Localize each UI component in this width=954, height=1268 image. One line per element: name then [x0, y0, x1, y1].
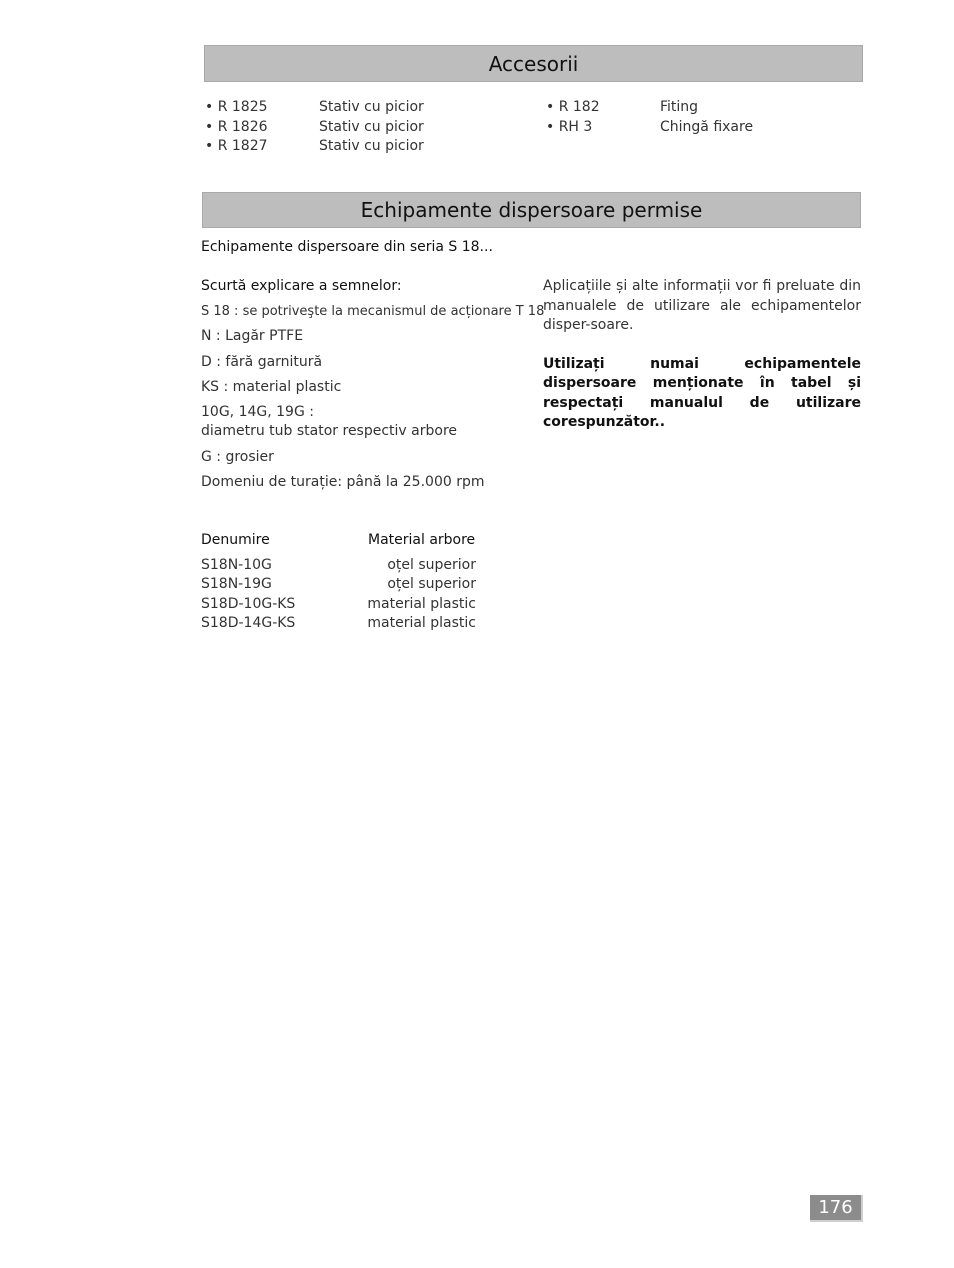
header-material: Material arbore — [368, 532, 476, 548]
legend-item: D : fără garnitură — [201, 354, 323, 370]
warning-text: Utilizați numai echipamentele dispersoare menționate în tabel și respectați manualul de utilizare corespunzător.. — [543, 355, 861, 430]
legend-item: 10G, 14G, 19G : — [201, 404, 314, 420]
accessory-code: • R 1827 — [205, 138, 268, 154]
legend-item: N : Lagăr PTFE — [201, 328, 304, 344]
accessories-title: Accesorii — [204, 45, 863, 82]
accessory-desc: Fiting — [660, 99, 699, 115]
accessory-code: • R 1825 — [205, 99, 268, 115]
accessory-code: • R 182 — [546, 99, 600, 115]
accessory-code: • RH 3 — [546, 118, 593, 135]
page-number: 176 — [810, 1195, 863, 1222]
legend-item: G : grosier — [201, 449, 274, 465]
legend-item: Domeniu de turație: până la 25.000 rpm — [201, 474, 485, 490]
cell-name: S18N-10G — [201, 557, 272, 573]
table-row — [201, 614, 477, 633]
cell-name: S18N-19G — [201, 576, 272, 593]
disperser-table — [201, 531, 477, 633]
dispersers-title: Echipamente dispersoare permise — [202, 192, 861, 228]
header-denumire: Denumire — [201, 532, 270, 548]
accessories-list-right — [546, 98, 754, 137]
table-row — [201, 556, 477, 575]
accessory-item — [205, 98, 424, 118]
accessory-desc: Stativ cu picior — [319, 99, 424, 115]
legend-item: S 18 : se potriveşte la mecanismul de acționare T 18 — [201, 304, 545, 319]
table-row — [201, 595, 477, 614]
accessory-item — [205, 137, 424, 157]
accessory-code: • R 1826 — [205, 118, 268, 135]
accessories-list-left — [205, 98, 424, 157]
info-column — [543, 277, 861, 433]
accessory-item — [205, 118, 424, 138]
accessory-desc: Chingă fixare — [660, 118, 754, 135]
cell-material: oțel superior — [387, 557, 476, 573]
series-heading: Echipamente dispersoare din seria S 18... — [201, 239, 493, 255]
cell-name: S18D-10G-KS — [201, 595, 296, 612]
cell-name: S18D-14G-KS — [201, 614, 296, 631]
info-text: Aplicațiile și alte informații vor fi preluate din manualele de utilizare ale echipamentelor disper-soare. — [543, 278, 861, 333]
cell-material: oțel superior — [387, 576, 476, 593]
cell-material: material plastic — [367, 595, 476, 612]
accessory-item — [546, 118, 754, 138]
legend-item: diametru tub stator respectiv arbore — [201, 423, 458, 439]
table-header — [201, 531, 477, 553]
cell-material: material plastic — [367, 614, 476, 631]
accessory-desc: Stativ cu picior — [319, 118, 424, 135]
accessory-desc: Stativ cu picior — [319, 138, 424, 154]
table-row — [201, 575, 477, 594]
legend-title: Scurtă explicare a semnelor: — [201, 278, 402, 294]
legend-item: KS : material plastic — [201, 379, 342, 395]
accessory-item — [546, 98, 699, 118]
